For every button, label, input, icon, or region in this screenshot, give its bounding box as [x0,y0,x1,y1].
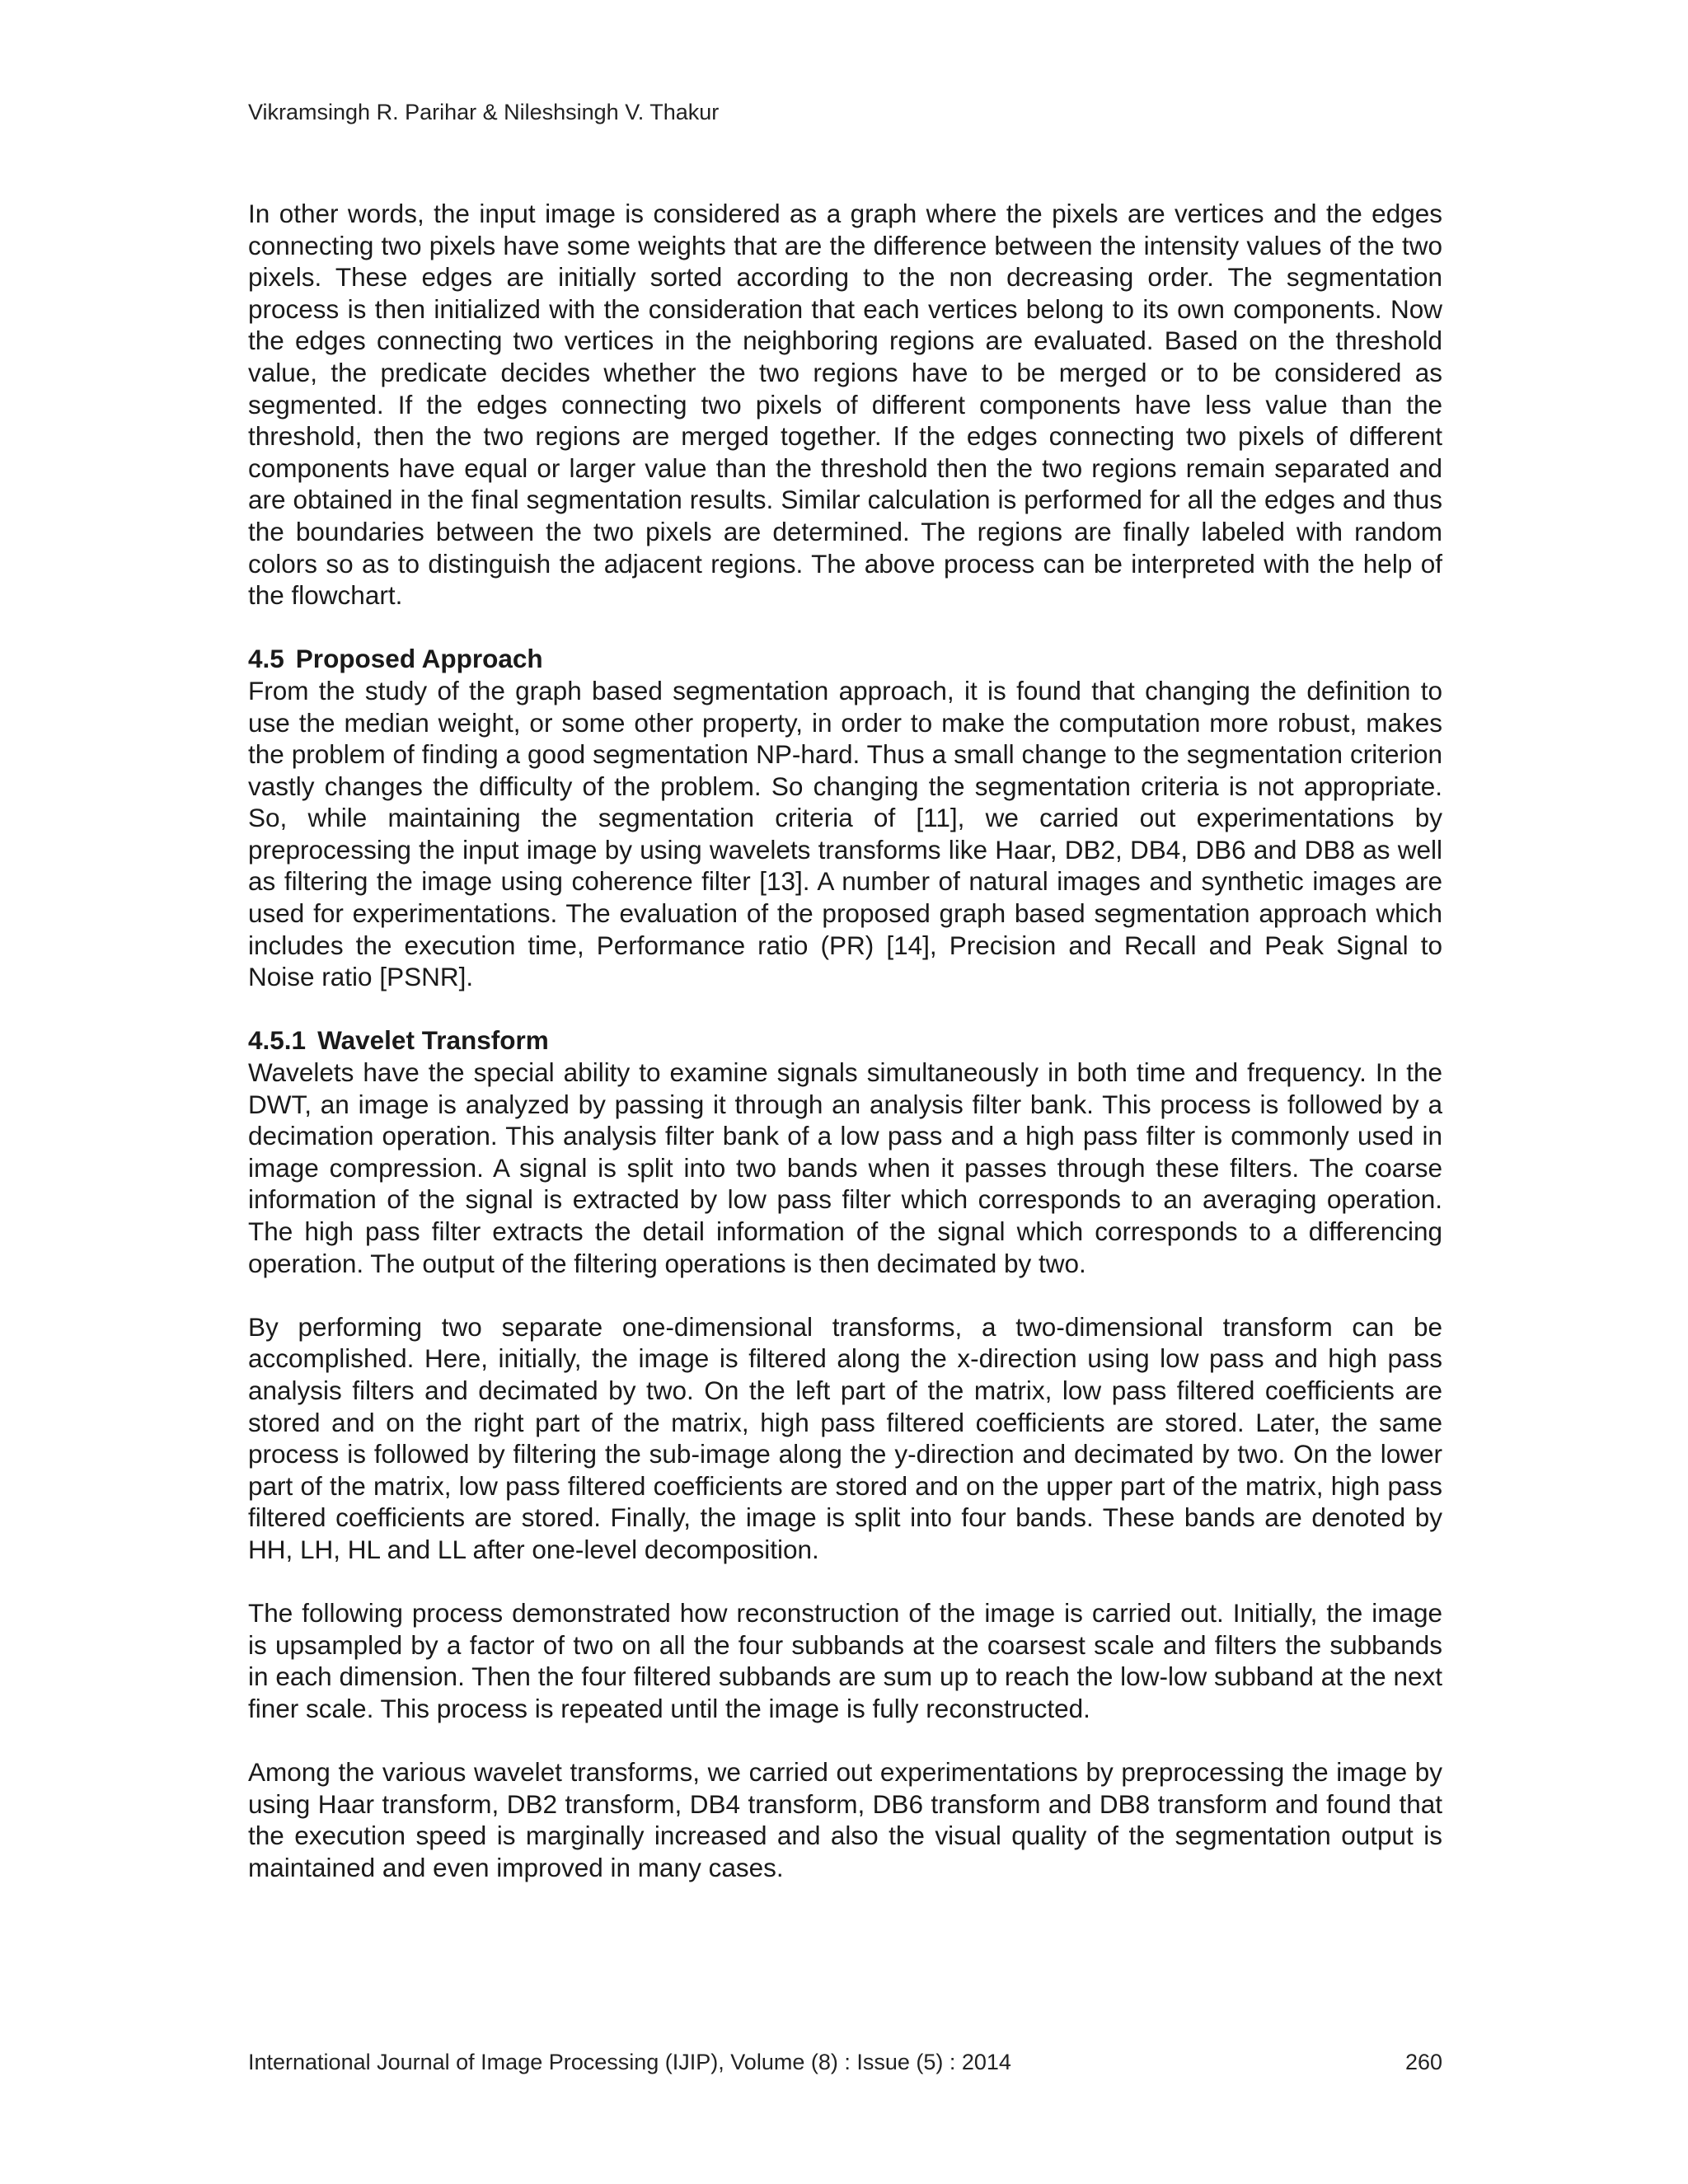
section-title: Wavelet Transform [317,1025,549,1056]
page-content [248,198,1442,1915]
footer-journal-citation: International Journal of Image Processing (IJIP), Volume (8) : Issue (5) : 2014 [248,2050,1011,2074]
page-number: 260 [1404,2050,1442,2074]
paragraph-experimentation: Among the various wavelet transforms, we carried out experimentations by preprocessing the image by using Haar transform, DB2 transform, DB4 transform, DB6 transform and DB8 transform and found that the execution speed is marginally increased and also the visual quality of the segmentation output is maintained and even improved in many cases. [248,1757,1442,1882]
paragraph-graph-segmentation: In other words, the input image is considered as a graph where the pixels are vertices and the edges connecting two pixels have some weights that are the difference between the intensity values of the two pixels. These edges are initially sorted according to the non decreasing order. The segmentation process is then initialized with the consideration that each vertices belong to its own components. Now the edges connecting two vertices in the neighboring regions are evaluated. Based on the threshold value, the predicate decides whether the two regions have to be merged or to be considered as segmented. If the edges connecting two pixels of different components have less value than the threshold, then the two regions are merged together. If the edges connecting two pixels of different components have equal or larger value than the threshold then the two regions remain separated and are obtained in the final segmentation results. Similar calculation is performed for all the edges and thus the boundaries between the two pixels are determined. The regions are finally labeled with random colors so as to distinguish the adjacent regions. The above process can be interpreted with the help of the flowchart. [248,199,1442,611]
paragraph-wavelet-intro: Wavelets have the special ability to examine signals simultaneously in both time and frequency. In the DWT, an image is analyzed by passing it through an analysis filter bank. This process is followed by a decimation operation. This analysis filter bank of a low pass and a high pass filter is commonly used in image compression. A signal is split into two bands when it passes through these filters. The coarse information of the signal is extracted by low pass filter which corresponds to an averaging operation. The high pass filter extracts the detail information of the signal which corresponds to a differencing operation. The output of the filtering operations is then decimated by two. [248,1057,1442,1278]
paragraph-reconstruction: The following process demonstrated how reconstruction of the image is carried out. Initially, the image is upsampled by a factor of two on all the four subbands at the coarsest scale and filters the subbands in each dimension. Then the four filtered subbands are sum up to reach the low-low subband at the next finer scale. This process is repeated until the image is fully reconstructed. [248,1598,1442,1723]
running-head: Vikramsingh R. Parihar & Nileshsingh V. Thakur [248,100,720,124]
section-number: 4.5.1 [248,1025,307,1056]
section-title: Proposed Approach [295,644,543,674]
section-number: 4.5 [248,644,284,674]
paragraph-2d-transform: By performing two separate one-dimensional transforms, a two-dimensional transform can be accomplished. Here, initially, the image is filtered along the x-direction using low pass and high pass analysis filters and decimated by two. On the left part of the matrix, low pass filtered coefficients are stored and on the right part of the matrix, high pass filtered coefficients are stored. Later, the same process is followed by filtering the sub-image along the y-direction and decimated by two. On the lower part of the matrix, low pass filtered coefficients are stored and on the upper part of the matrix, high pass filtered coefficients are stored. Finally, the image is split into four bands. These bands are denoted by HH, LH, HL and LL after one-level decomposition. [248,1311,1442,1564]
section-heading-4-5 [248,643,1442,675]
section-heading-4-5-1 [248,1024,1442,1057]
paragraph-proposed-approach: From the study of the graph based segmentation approach, it is found that changing the definition to use the median weight, or some other property, in order to make the computation more robust, makes the problem of finding a good segmentation NP-hard. Thus a small change to the segmentation criterion vastly changes the difficulty of the problem. So changing the segmentation criteria is not appropriate. So, while maintaining the segmentation criteria of [11], we carried out experimentations by preprocessing the input image by using wavelets transforms like Haar, DB2, DB4, DB6 and DB8 as well as filtering the image using coherence filter [13]. A number of natural images and synthetic images are used for experimentations. The evaluation of the proposed graph based segmentation approach which includes the execution time, Performance ratio (PR) [14], Precision and Recall and Peak Signal to Noise ratio [PSNR]. [248,675,1442,992]
